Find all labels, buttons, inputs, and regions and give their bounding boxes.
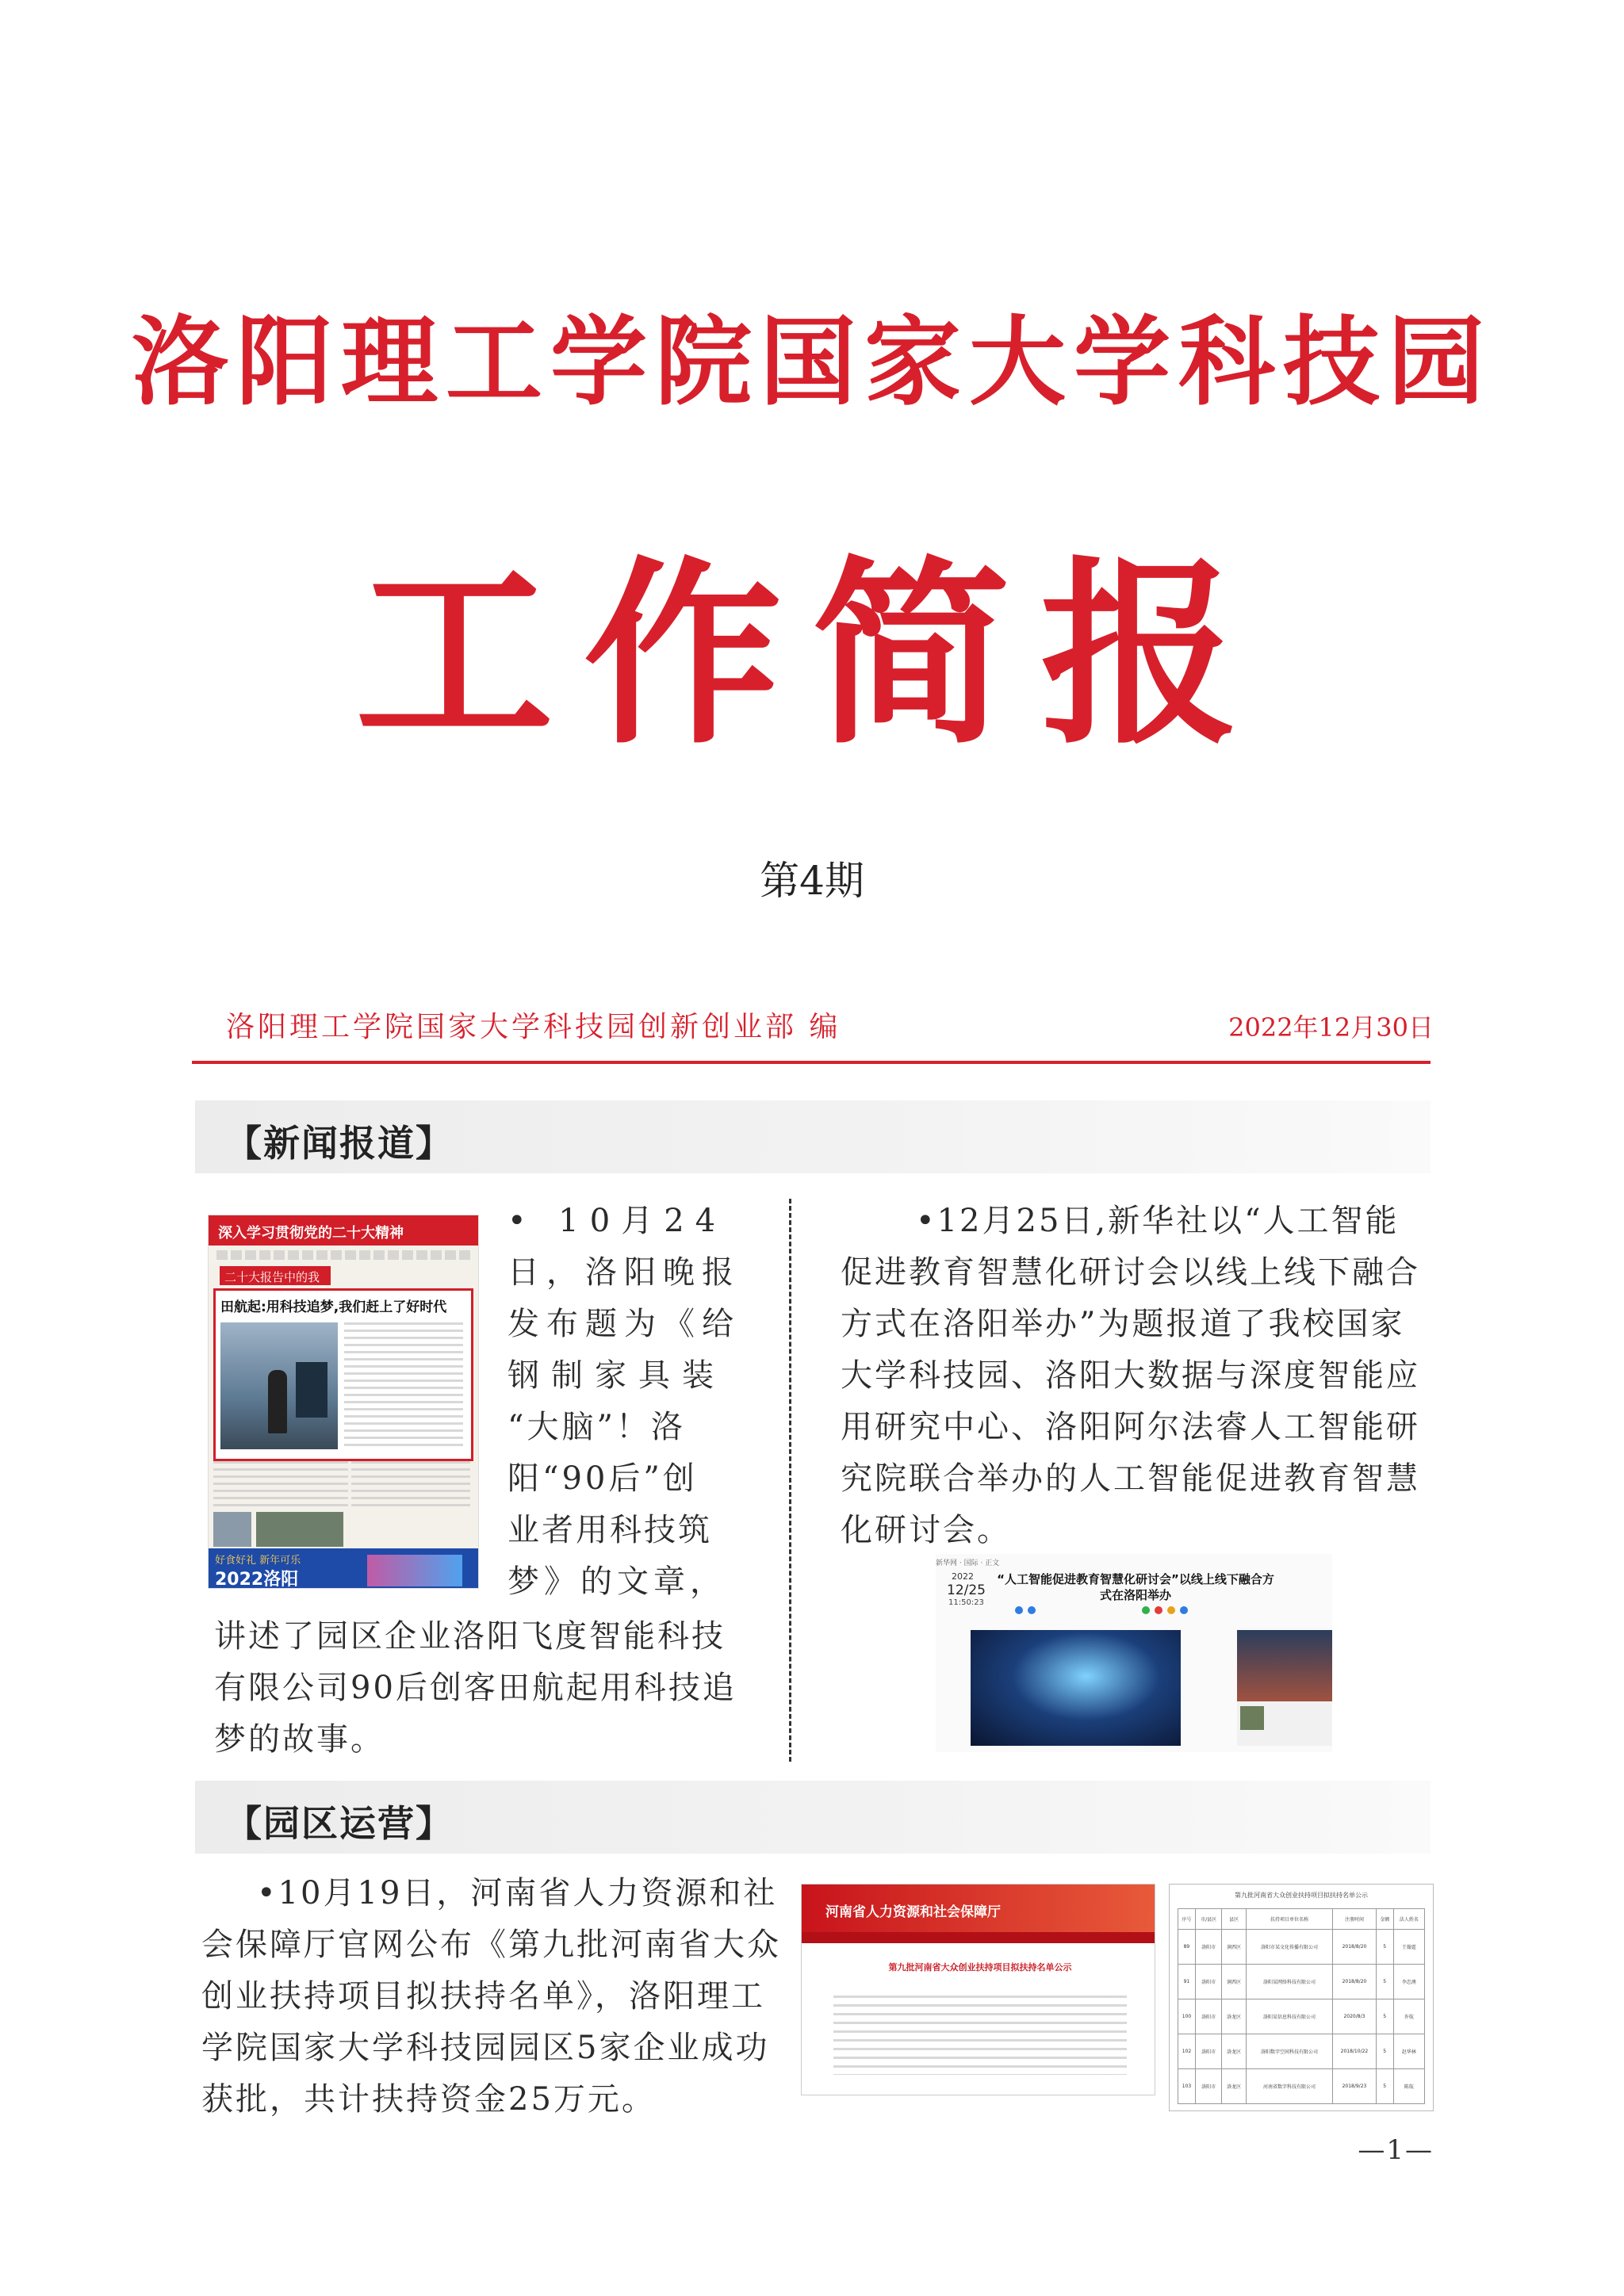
newspaper-ad-graphic: [367, 1555, 462, 1586]
list-cell: 赵华林: [1393, 2034, 1424, 2069]
hrss-website-screenshot: [801, 1884, 1155, 2095]
list-cell: 5: [1376, 1965, 1393, 1999]
xinhua-event-photo: [971, 1630, 1181, 1746]
newspaper-ad-year: 2022洛阳: [215, 1570, 299, 1589]
text-line: 获批，共计扶持资金25万元。: [201, 2081, 656, 2118]
issue-number: 第4期: [760, 858, 864, 904]
news-item-1-wide: [214, 1611, 753, 1766]
text-line: 梦》的文章，: [508, 1563, 726, 1600]
section-heading-news: 【新闻报道】: [225, 1122, 454, 1165]
text-line: 究院联合举办的人工智能促进教育智慧: [841, 1460, 1420, 1497]
list-header-cell: 市/县区: [1195, 1909, 1222, 1930]
list-cell: 李忠澳: [1393, 1965, 1424, 1999]
text-line: 日，洛阳晚报: [508, 1254, 741, 1291]
text-line: 创业扶持项目拟扶持名单》，洛阳理工: [201, 1978, 765, 2015]
person-silhouette: [268, 1370, 287, 1433]
list-cell: 100: [1178, 1999, 1196, 2034]
newspaper-sub-banner-text: 二十大报告中的我: [224, 1270, 320, 1284]
bulletin-title: 工作简报: [355, 538, 1269, 771]
list-cell: 5: [1376, 2034, 1393, 2069]
list-cell: 陈航: [1393, 2069, 1424, 2104]
newspaper-small-photo: [213, 1512, 251, 1547]
news-item-1-narrow: [508, 1196, 745, 1608]
list-cell: 洛龙区: [1222, 2034, 1247, 2069]
newspaper-lower-text: [213, 1461, 348, 1509]
section-bar-news: [195, 1100, 1431, 1173]
list-cell: 洛阳数字空间科技有限公司: [1246, 2034, 1332, 2069]
list-title: 第九批河南省大众创业扶持项目拟扶持名单公示: [1235, 1892, 1368, 1899]
newspaper-photo: [220, 1322, 338, 1449]
xinhua-headline: “人工智能促进教育智慧化研讨会”以线上线下融合方式在洛阳举办: [997, 1572, 1274, 1602]
list-cell: 洛阳市某文化传播有限公司: [1246, 1930, 1332, 1965]
list-cell: 洛阳某信息科技有限公司: [1246, 1999, 1332, 2034]
list-cell: 2018/9/23: [1333, 2069, 1377, 2104]
text-line: 钢制家具装: [508, 1357, 726, 1394]
text-line: 学院国家大学科技园园区5家企业成功: [201, 2030, 770, 2066]
text-line: 阳“90后”创: [508, 1460, 698, 1497]
list-header-cell: 序号: [1178, 1909, 1196, 1930]
xinhua-article-screenshot: [936, 1554, 1332, 1752]
text-line: 促进教育智慧化研讨会以线上线下融合: [841, 1254, 1420, 1291]
list-cell: 洛阳市: [1195, 1930, 1222, 1965]
newspaper-ad: [209, 1548, 478, 1588]
list-header-cell: 县区: [1222, 1909, 1247, 1930]
newspaper-sub-banner: [220, 1266, 331, 1285]
xinhua-day: 12/25: [947, 1582, 986, 1598]
masthead-title: 洛阳理工学院国家大学科技园: [132, 304, 1492, 419]
list-header-cell: 注册时间: [1333, 1909, 1377, 1930]
text-line: 有限公司90后创客田航起用科技追: [214, 1670, 737, 1706]
support-list-table-image: [1169, 1884, 1434, 2111]
header-rule: [192, 1061, 1431, 1064]
text-line: 化研讨会。: [841, 1512, 1011, 1548]
hrss-site-title: 河南省人力资源和社会保障厅: [825, 1904, 1001, 1920]
list-cell: 王翰霆: [1393, 1930, 1424, 1965]
list-table: [1178, 1908, 1425, 2104]
list-cell: 2018/10/22: [1333, 2034, 1377, 2069]
column-divider: [789, 1199, 791, 1762]
list-cell: 洛阳某网络科技有限公司: [1246, 1965, 1332, 1999]
text-line: 讲述了园区企业洛阳飞度智能科技: [214, 1618, 726, 1655]
device-silhouette: [296, 1362, 327, 1418]
list-cell: 2018/8/20: [1333, 1965, 1377, 1999]
list-cell: 102: [1178, 2034, 1196, 2069]
list-cell: 洛龙区: [1222, 2069, 1247, 2104]
section-heading-operations: 【园区运营】: [225, 1802, 454, 1845]
text-line: 大学科技园、洛阳大数据与深度智能应: [841, 1357, 1420, 1394]
xinhua-year: 2022: [952, 1571, 974, 1582]
newspaper-banner-text: 深入学习贯彻党的二十大精神: [218, 1225, 404, 1242]
list-header-cell: 金额: [1376, 1909, 1393, 1930]
operations-item-1: [201, 1868, 788, 2126]
newspaper-meeting-photo: [256, 1512, 343, 1547]
text-line: 发布题为《给: [508, 1306, 741, 1342]
text-line: “大脑”！洛: [508, 1409, 686, 1445]
newspaper-column-text: [344, 1322, 463, 1449]
list-cell: 洛阳市: [1195, 1965, 1222, 1999]
list-cell: 许航: [1393, 1999, 1424, 2034]
list-header-cell: 法人姓名: [1393, 1909, 1424, 1930]
list-cell: 涧西区: [1222, 1965, 1247, 1999]
list-cell: 103: [1178, 2069, 1196, 2104]
newspaper-ad-text: 好食好礼 新年可乐: [215, 1555, 301, 1567]
newspaper-highlight-box: [213, 1288, 473, 1461]
list-cell: 5: [1376, 1999, 1393, 2034]
newspaper-headline: 田航起:用科技追梦,我们赶上了好时代: [220, 1299, 447, 1315]
list-cell: 洛阳市: [1195, 2034, 1222, 2069]
page-number: —1—: [1358, 2134, 1434, 2166]
xinhua-source: 新华网 · 国际 · 正文: [936, 1559, 1000, 1567]
list-cell: 洛阳市: [1195, 2069, 1222, 2104]
list-cell: 89: [1178, 1930, 1196, 1965]
issue-date: 2022年12月30日: [1228, 1012, 1434, 1043]
text-line: 会保障厅官网公布《第九批河南省大众: [201, 1927, 781, 1963]
xinhua-side-ad: [1237, 1630, 1332, 1746]
xinhua-time: 11:50:23: [948, 1598, 984, 1607]
text-line: 方式在洛阳举办”为题报道了我校国家: [841, 1306, 1405, 1342]
hrss-header: [802, 1885, 1155, 1932]
list-cell: 2018/8/20: [1333, 1930, 1377, 1965]
news-item-2: [841, 1196, 1443, 1556]
newspaper-fine-print: [216, 1250, 470, 1260]
text-line: •12月25日,新华社以“人工智能: [916, 1203, 1400, 1239]
list-cell: 洛阳市: [1195, 1999, 1222, 2034]
list-header-cell: 扶持项目单位名称: [1246, 1909, 1332, 1930]
text-line: 业者用科技筑: [508, 1512, 712, 1548]
hrss-notice-title: 第九批河南省大众创业扶持项目拟扶持名单公示: [888, 1962, 1072, 1973]
list-cell: 洛龙区: [1222, 1999, 1247, 2034]
hrss-body-text: [833, 1996, 1127, 2075]
text-line: • 10月24: [508, 1203, 727, 1239]
hrss-nav: [802, 1932, 1155, 1943]
text-line: •10月19日，河南省人力资源和社: [257, 1875, 778, 1911]
xinhua-share-row: [1015, 1606, 1253, 1614]
list-cell: 5: [1376, 2069, 1393, 2104]
section-bar-operations: [195, 1781, 1431, 1854]
newspaper-banner: [209, 1215, 478, 1246]
list-cell: 河南省数字科技有限公司: [1246, 2069, 1332, 2104]
list-cell: 2020/8/3: [1333, 1999, 1377, 2034]
text-line: 用研究中心、洛阳阿尔法睿人工智能研: [841, 1409, 1420, 1445]
list-cell: 5: [1376, 1930, 1393, 1965]
list-cell: 91: [1178, 1965, 1196, 1999]
list-cell: 涧西区: [1222, 1930, 1247, 1965]
newspaper-clipping-image: [208, 1215, 479, 1589]
text-line: 梦的故事。: [214, 1721, 385, 1758]
editor-line: 洛阳理工学院国家大学科技园创新创业部 编: [226, 1011, 841, 1043]
newspaper-lower-text-2: [351, 1461, 470, 1509]
